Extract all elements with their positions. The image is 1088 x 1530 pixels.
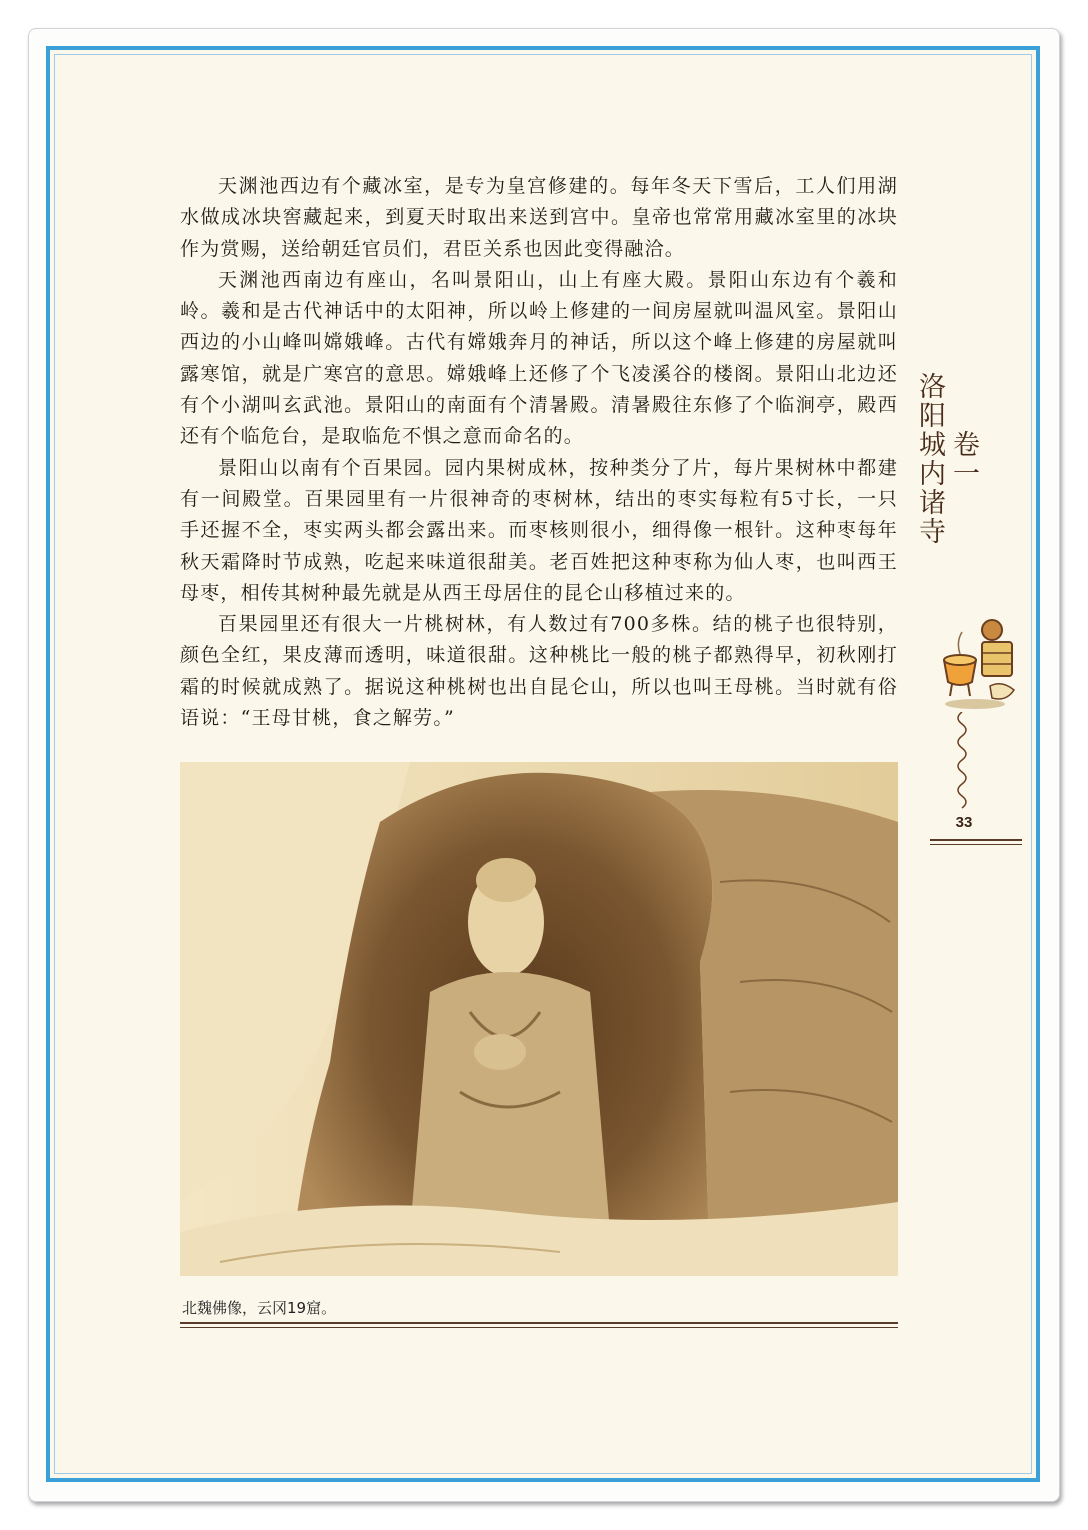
caption-rule <box>180 1322 898 1328</box>
figure-caption: 北魏佛像，云冈19窟。 <box>182 1299 337 1317</box>
page-number-rule <box>930 839 1022 845</box>
paragraph-1: 天渊池西边有个藏冰室，是专为皇宫修建的。每年冬天下雪后，工人们用湖水做成冰块窖藏起来，到夏天时取出来送到宫中。皇帝也常常用藏冰室里的冰块作为赏赐，送给朝廷官员们，君臣关系也因此变得融洽。 <box>180 175 898 260</box>
decorative-wave-line <box>950 712 974 812</box>
buddha-statue-photo <box>180 762 898 1276</box>
incense-burner-icon <box>930 612 1020 712</box>
chapter-label: 洛阳城内诸寺 <box>914 372 945 546</box>
paragraph-2: 天渊池西南边有座山，名叫景阳山，山上有座大殿。景阳山东边有个羲和岭。羲和是古代神话中的太阳神，所以岭上修建的一间房屋就叫温风室。景阳山西边的小山峰叫嫦娥峰。古代有嫦娥奔月的神话，所以这个峰上修建的房屋就叫露寒馆，就是广寒宫的意思。嫦娥峰上还修了个飞凌溪谷的楼阁。景阳山北边还有个小湖叫玄武池。景阳山的南面有个清暑殿。清暑殿往东修了个临涧亭，殿西还有个临危台，是取临危不惧之意而命名的。 <box>180 268 898 448</box>
running-head <box>914 372 980 546</box>
paragraph-3: 景阳山以南有个百果园。园内果树成林，按种类分了片，每片果树林中都建有一间殿堂。百果园里有一片很神奇的枣树林，结出的枣实每粒有5寸长，一只手还握不全，枣实两头都会露出来。而枣核则很小，细得像一根针。这种枣每年秋天霜降时节成熟，吃起来味道很甜美。老百姓把这种枣称为仙人枣，也叫西王母枣，相传其树种最先就是从西王母居住的昆仑山移植过来的。 <box>180 456 898 604</box>
page-number: 33 <box>955 814 973 831</box>
body-text <box>180 171 898 734</box>
volume-label: 卷一 <box>948 430 979 488</box>
paragraph-4: 百果园里还有很大一片桃树林，有人数过有700多株。结的桃子也很特别，颜色全红，果皮薄而透明，味道很甜。这种桃比一般的桃子都熟得早，初秋刚打霜的时候就成熟了。据说这种桃树也出自昆仑山，所以也叫王母桃。当时就有俗语说：“王母甘桃，食之解劳。” <box>180 613 898 730</box>
